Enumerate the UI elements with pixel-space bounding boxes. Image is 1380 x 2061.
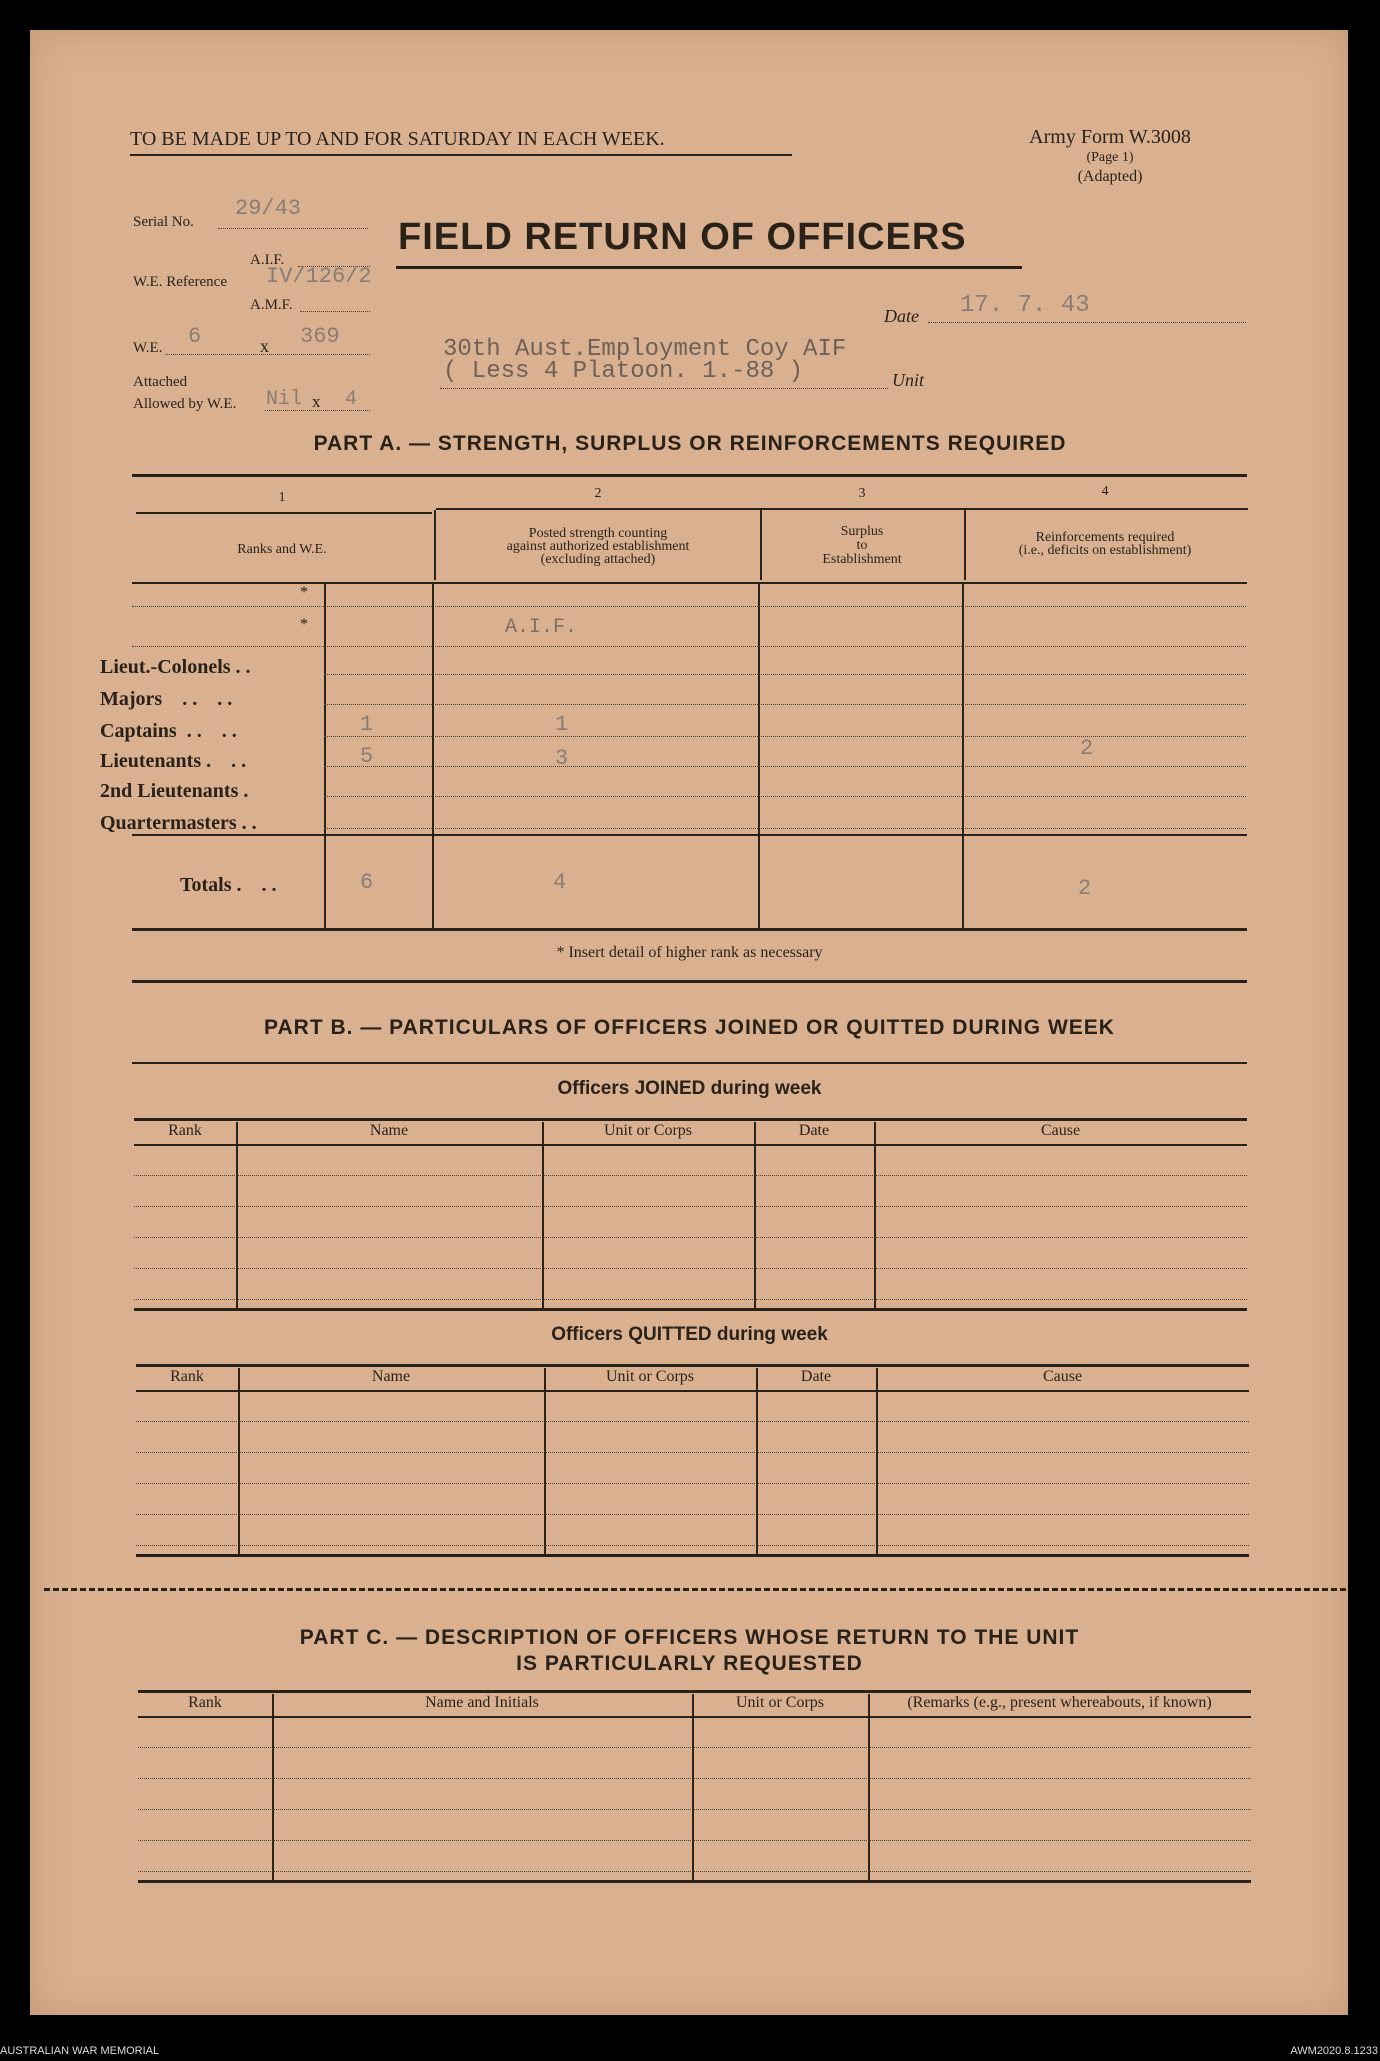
quitted-row-line: [136, 1545, 1249, 1546]
joined-row-line: [134, 1268, 1247, 1269]
serial-line: [218, 228, 368, 229]
totals-we: 6: [360, 870, 374, 895]
quitted-col-divider: [238, 1368, 240, 1554]
partc-col-header: Rank: [188, 1694, 222, 1711]
footer-left: AUSTRALIAN WAR MEMORIAL: [0, 2045, 160, 2057]
part-a-vline-7: [962, 584, 964, 930]
rank-majors: Majors . . . .: [100, 688, 233, 710]
quitted-header-rule: [136, 1390, 1249, 1392]
col4-header-line1: Reinforcements required: [1035, 530, 1175, 545]
we-value-2: 369: [300, 324, 340, 349]
instruction-text: TO BE MADE UP TO AND FOR SATURDAY IN EACH WEEK.: [130, 128, 665, 150]
part-a-vline-5: [432, 584, 434, 930]
star-row-1-line: [132, 606, 1246, 607]
quitted-col-divider: [756, 1368, 758, 1554]
totals-posted: 4: [553, 870, 567, 895]
part-a-vline-2: [760, 508, 762, 580]
amf-label: A.M.F.: [250, 297, 293, 313]
form-name: Army Form W.3008: [1029, 126, 1191, 148]
date-line: [928, 322, 1246, 323]
part-a-vline-4: [324, 584, 326, 930]
joined-bottom-rule: [134, 1308, 1247, 1311]
quitted-title: Officers QUITTED during week: [551, 1324, 828, 1345]
quitted-col-header: Date: [800, 1368, 832, 1385]
part-a-vline-1: [434, 510, 436, 580]
col1-header: Ranks and W.E.: [237, 542, 327, 557]
lieutenants-reinf: 2: [1080, 736, 1094, 761]
part-a-footnote: * Insert detail of higher rank as necessary: [556, 944, 823, 961]
captains-we: 1: [360, 712, 374, 737]
amf-line: [300, 311, 370, 312]
quitted-row-line: [136, 1483, 1249, 1484]
rank-quartermasters: Quartermasters . .: [100, 812, 257, 834]
attached-label: Attached: [133, 374, 188, 390]
col4-header-line2: (i.e., deficits on establishment): [1018, 543, 1192, 558]
form-adapted-note: (Adapted): [1077, 168, 1143, 185]
rank-row-5-line: [324, 796, 1246, 797]
rank-row-6-line: [324, 828, 1246, 829]
joined-title: Officers JOINED during week: [557, 1078, 822, 1099]
partc-row-line: [138, 1778, 1251, 1779]
joined-col-divider: [754, 1122, 756, 1308]
col2-header-line1: Posted strength counting: [528, 526, 668, 541]
part-b-rule: [132, 1062, 1247, 1064]
joined-row-line: [134, 1299, 1247, 1300]
col2-header-line3: (excluding attached): [540, 552, 656, 567]
col3-header-line1: Surplus: [840, 524, 884, 539]
col-number-rule-1: [136, 512, 432, 514]
quitted-row-line: [136, 1514, 1249, 1515]
joined-col-header: Rank: [168, 1122, 202, 1139]
lieutenants-posted: 3: [555, 746, 569, 771]
rank-captains: Captains . . . .: [100, 720, 237, 742]
lieutenants-we: 5: [360, 744, 374, 769]
col3-header-line3: Establishment: [822, 552, 902, 567]
quitted-col-divider: [544, 1368, 546, 1554]
quitted-col-header: Rank: [170, 1368, 204, 1385]
quitted-top-rule: [136, 1364, 1249, 1367]
col3-header-line2: to: [856, 538, 868, 553]
instruction-underline: [130, 154, 792, 156]
captains-posted: 1: [555, 712, 569, 737]
serial-value: 29/43: [235, 196, 302, 221]
joined-col-divider: [874, 1122, 876, 1308]
unit-line: [440, 388, 888, 389]
col2-header-line2: against authorized establishment: [506, 539, 690, 554]
joined-col-divider: [236, 1122, 238, 1308]
quitted-col-header: Name: [371, 1368, 411, 1385]
joined-col-divider: [542, 1122, 544, 1308]
quitted-col-header: Cause: [1042, 1368, 1083, 1385]
allowed-value-1: Nil: [266, 388, 303, 411]
allowed-value-2: 4: [345, 388, 358, 411]
rank-rows-rule: [132, 834, 1247, 836]
part-a-end-rule: [132, 980, 1247, 983]
unit-line-1: 30th Aust.Employment Coy AIF: [443, 336, 847, 363]
title-underline: [396, 266, 1022, 269]
serial-label: Serial No.: [133, 214, 194, 230]
part-a-heading: PART A. — STRENGTH, SURPLUS OR REINFORCEMENTS REQUIRED: [313, 432, 1067, 455]
joined-col-header: Unit or Corps: [604, 1122, 692, 1139]
date-value: 17. 7. 43: [960, 292, 1090, 319]
star-row-2: *: [300, 616, 308, 633]
allowed-label: Allowed by W.E.: [133, 396, 237, 412]
unit-label: Unit: [892, 370, 925, 390]
partc-header-rule: [138, 1716, 1251, 1718]
quitted-bottom-rule: [136, 1554, 1249, 1557]
form-page-number: (Page 1): [1086, 150, 1134, 165]
partc-row-line: [138, 1840, 1251, 1841]
partc-col-divider: [272, 1694, 274, 1880]
totals-label: Totals . . .: [180, 874, 277, 896]
aif-stamp: A.I.F.: [505, 616, 578, 639]
allowed-x: x: [312, 392, 321, 411]
partc-col-divider: [692, 1694, 694, 1880]
part-a-bottom-rule: [132, 928, 1247, 931]
partc-bottom-rule: [138, 1880, 1251, 1883]
footer-right: AWM2020.8.1233: [1290, 2045, 1378, 2057]
part-c-heading-line2: IS PARTICULARLY REQUESTED: [516, 1652, 863, 1675]
rank-row-1-line: [324, 674, 1246, 675]
joined-row-line: [134, 1175, 1247, 1176]
we-label: W.E.: [133, 340, 163, 356]
we-reference-value: IV/126/2: [266, 264, 372, 289]
rank-row-3-line: [324, 736, 1246, 737]
we-x: x: [260, 336, 269, 356]
joined-col-header: Cause: [1040, 1122, 1081, 1139]
partc-row-line: [138, 1747, 1251, 1748]
joined-row-line: [134, 1237, 1247, 1238]
page-title: FIELD RETURN OF OFFICERS: [398, 216, 967, 258]
quitted-row-line: [136, 1452, 1249, 1453]
col-number-2: 2: [594, 486, 602, 501]
joined-top-rule: [134, 1118, 1247, 1121]
partc-col-header: Name and Initials: [425, 1694, 539, 1711]
joined-row-line: [134, 1206, 1247, 1207]
star-row-2-line: [132, 646, 1246, 647]
partc-col-divider: [868, 1694, 870, 1880]
we-value-1: 6: [188, 324, 202, 349]
partc-row-line: [138, 1871, 1251, 1872]
part-a-top-rule: [132, 474, 1247, 477]
partc-col-header: (Remarks (e.g., present whereabouts, if known): [907, 1694, 1212, 1711]
unit-line-2: ( Less 4 Platoon. 1.-88 ): [443, 358, 804, 385]
col-number-3: 3: [858, 486, 866, 501]
rank-row-2-line: [324, 704, 1246, 705]
quitted-col-header: Unit or Corps: [606, 1368, 694, 1385]
part-a-vline-3: [964, 508, 966, 580]
star-row-1: *: [300, 584, 308, 601]
joined-col-header: Date: [798, 1122, 830, 1139]
partc-row-line: [138, 1809, 1251, 1810]
rank-lieutenants: Lieutenants . . .: [100, 750, 247, 772]
date-label: Date: [884, 306, 919, 326]
col-number-rule-2: [436, 508, 1248, 510]
dashed-separator: [44, 1588, 1346, 1591]
part-b-heading: PART B. — PARTICULARS OF OFFICERS JOINED OR QUITTED DURING WEEK: [264, 1016, 1115, 1039]
rank-row-4-line: [324, 766, 1246, 767]
we-reference-label: W.E. Reference: [133, 274, 227, 290]
joined-col-header: Name: [369, 1122, 409, 1139]
rank-lieut-colonels: Lieut.-Colonels . .: [100, 656, 251, 678]
partc-top-rule: [138, 1690, 1251, 1693]
aif-label: A.I.F.: [250, 252, 285, 268]
quitted-col-divider: [876, 1368, 878, 1554]
quitted-row-line: [136, 1421, 1249, 1422]
part-a-vline-6: [758, 584, 760, 930]
partc-col-header: Unit or Corps: [736, 1694, 824, 1711]
col-number-4: 4: [1101, 484, 1109, 499]
totals-reinf: 2: [1078, 876, 1092, 901]
rank-2nd-lieutenants: 2nd Lieutenants .: [100, 780, 249, 802]
joined-header-rule: [134, 1144, 1247, 1146]
part-c-heading-line1: PART C. — DESCRIPTION OF OFFICERS WHOSE RETURN TO THE UNIT: [299, 1626, 1080, 1649]
col-number-1: 1: [278, 490, 286, 505]
